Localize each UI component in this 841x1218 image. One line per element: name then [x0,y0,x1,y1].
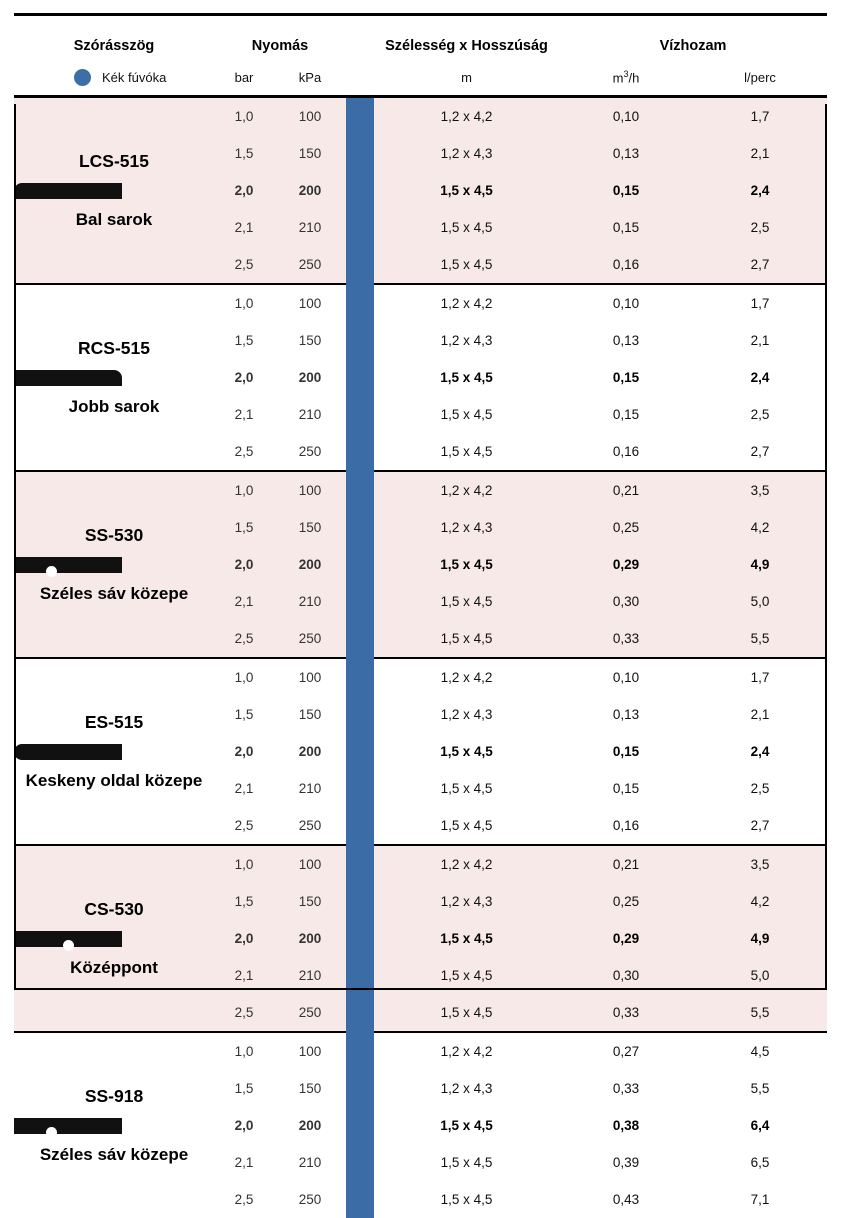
cell-pressure-kpa: 200 [298,1118,322,1133]
blue-band [346,285,374,470]
cell-pressure-kpa: 250 [274,994,346,1031]
cell-flow-m3h: 0,29 [559,546,693,583]
cell-flow-lpm: 1,7 [750,296,770,311]
cell-pressure-bar: 1,0 [214,472,274,509]
cell-pressure-kpa: 100 [274,846,346,883]
cell-pressure-bar: 2,5 [214,620,274,657]
cell-flow-lpm: 2,1 [693,135,827,172]
left-border [14,104,16,988]
nozzle-position-label: Széles sáv közepe [39,583,189,603]
cell-flow-lpm: 2,5 [750,781,770,796]
unit-meter: m [461,70,472,85]
nozzle-position-label: Középpont [70,957,158,977]
cell-pressure-kpa: 150 [298,1081,322,1096]
legend-label: Kék fúvóka [102,70,167,85]
cell-flow-lpm: 5,5 [693,620,827,657]
nozzle-block [14,659,214,844]
cell-pressure-bar: 2,1 [234,781,254,796]
pattern-wide-strip-icon [14,557,122,573]
cell-flow-m3h: 0,15 [612,744,640,759]
cell-flow-m3h: 0,10 [612,296,640,311]
cell-pressure-bar: 2,0 [234,744,254,759]
cell-flow-lpm: 5,5 [693,994,827,1031]
cell-pressure-bar: 1,5 [234,707,254,722]
cell-pressure-kpa: 200 [298,744,322,759]
cell-flow-lpm: 2,4 [693,172,827,209]
cell-width-length: 1,5 x 4,5 [374,957,559,994]
pattern-center-dot-icon [14,931,122,947]
cell-pressure-kpa: 210 [274,583,346,620]
cell-flow-m3h: 0,16 [612,444,640,459]
cell-pressure-kpa: 250 [274,620,346,657]
cell-pressure-bar: 1,0 [214,846,274,883]
cell-width-length: 1,5 x 4,5 [440,1192,493,1207]
header-blue-spacer-2 [346,65,374,95]
cell-pressure-bar: 1,0 [214,98,274,135]
cell-flow-lpm: 5,0 [693,957,827,994]
nozzle-position-label: Széles sáv közepe [39,1144,189,1164]
nozzle-block [14,1033,214,1218]
cell-pressure-bar: 2,1 [234,1155,254,1170]
cell-flow-m3h: 0,25 [559,883,693,920]
unit-liter-per-minute: l/perc [744,70,776,85]
cell-width-length: 1,5 x 4,5 [440,444,493,459]
cell-width-length: 1,2 x 4,3 [440,1081,493,1096]
cell-flow-m3h: 0,16 [612,818,640,833]
nozzle-position-label: Keskeny oldal közepe [25,770,203,790]
header-blue-spacer [346,26,374,65]
pattern-right-corner-icon [14,370,122,386]
cell-flow-m3h: 0,25 [559,509,693,546]
cell-flow-lpm: 4,5 [750,1044,770,1059]
cell-pressure-bar: 2,0 [214,546,274,583]
nozzle-model-name: LCS-515 [78,150,150,171]
cell-flow-m3h: 0,33 [559,620,693,657]
cell-flow-m3h: 0,15 [612,781,640,796]
cell-width-length: 1,2 x 4,2 [374,846,559,883]
nozzle-block [14,285,214,470]
cell-pressure-bar: 1,5 [214,509,274,546]
cell-flow-m3h: 0,15 [612,407,640,422]
cell-width-length: 1,2 x 4,2 [440,296,493,311]
table-row [14,285,827,322]
cell-flow-lpm: 4,2 [693,883,827,920]
cell-flow-lpm: 2,5 [693,209,827,246]
header-flow-rate: Vízhozam [659,38,727,54]
cell-flow-m3h: 0,29 [559,920,693,957]
cell-flow-lpm: 2,7 [750,818,770,833]
cell-pressure-bar: 2,0 [234,1118,254,1133]
cell-pressure-bar: 2,0 [234,370,254,385]
top-divider [14,13,827,16]
cell-pressure-bar: 2,5 [234,444,254,459]
header-units-row [14,65,827,95]
cell-pressure-bar: 1,5 [214,883,274,920]
right-border [825,104,827,988]
cell-width-length: 1,2 x 4,3 [374,883,559,920]
nozzle-block [14,98,214,283]
cell-pressure-bar: 1,0 [234,1044,254,1059]
cell-flow-lpm: 1,7 [693,98,827,135]
cell-width-length: 1,2 x 4,2 [374,98,559,135]
header-pressure: Nyomás [251,38,309,54]
cell-flow-lpm: 2,7 [750,444,770,459]
cell-flow-m3h: 0,27 [612,1044,640,1059]
cell-pressure-kpa: 210 [274,209,346,246]
cell-flow-m3h: 0,10 [612,670,640,685]
cell-pressure-kpa: 210 [298,407,322,422]
cell-width-length: 1,5 x 4,5 [440,818,493,833]
cell-width-length: 1,5 x 4,5 [374,172,559,209]
cell-width-length: 1,2 x 4,2 [374,472,559,509]
nozzle-block [14,846,214,1031]
table-row [14,659,827,696]
table-body [14,98,827,1218]
table-row [14,472,827,509]
nozzle-position-label: Jobb sarok [68,396,160,416]
cell-pressure-bar: 2,1 [214,583,274,620]
cell-width-length: 1,5 x 4,5 [440,781,493,796]
cell-flow-m3h: 0,30 [559,957,693,994]
cell-pressure-bar: 1,0 [234,670,254,685]
cell-width-length: 1,5 x 4,5 [374,209,559,246]
cell-pressure-bar: 2,0 [214,920,274,957]
cell-width-length: 1,5 x 4,5 [374,583,559,620]
cell-pressure-kpa: 200 [274,546,346,583]
cell-pressure-kpa: 210 [298,1155,322,1170]
header-width-length: Szélesség x Hosszúság [385,38,548,54]
blue-nozzle-dot-icon [74,69,91,86]
cell-pressure-kpa: 150 [274,883,346,920]
cell-pressure-bar: 2,5 [234,1192,254,1207]
pattern-left-corner-icon [14,183,122,199]
cell-width-length: 1,2 x 4,3 [440,707,493,722]
cell-flow-m3h: 0,43 [612,1192,640,1207]
cell-pressure-bar: 2,1 [214,209,274,246]
cell-flow-lpm: 3,5 [693,846,827,883]
blue-band [346,472,374,657]
header-group-row [14,26,827,65]
cell-pressure-kpa: 250 [298,1192,322,1207]
cell-width-length: 1,2 x 4,3 [440,333,493,348]
cell-flow-lpm: 2,1 [750,333,770,348]
cell-width-length: 1,5 x 4,5 [374,920,559,957]
nozzle-block [14,472,214,657]
cell-flow-m3h: 0,13 [612,333,640,348]
cell-flow-m3h: 0,39 [612,1155,640,1170]
cell-pressure-bar: 2,5 [234,818,254,833]
cell-pressure-bar: 2,5 [214,994,274,1031]
cell-flow-lpm: 6,5 [750,1155,770,1170]
cell-pressure-kpa: 100 [274,472,346,509]
cell-pressure-bar: 2,1 [214,957,274,994]
cell-pressure-bar: 1,5 [234,1081,254,1096]
cell-flow-lpm: 2,5 [750,407,770,422]
nozzle-position-label: Bal sarok [75,209,153,229]
table-row [14,1033,827,1070]
cell-width-length: 1,5 x 4,5 [440,370,493,385]
unit-bar: bar [234,70,254,85]
cell-flow-lpm: 4,9 [693,920,827,957]
cell-flow-m3h: 0,21 [559,472,693,509]
cell-pressure-kpa: 100 [298,670,322,685]
cell-flow-lpm: 6,4 [750,1118,770,1133]
blue-band [346,659,374,844]
cell-pressure-kpa: 200 [274,172,346,209]
cell-flow-m3h: 0,15 [612,370,640,385]
nozzle-model-name: SS-530 [84,524,144,545]
cell-flow-m3h: 0,15 [559,209,693,246]
nozzle-model-name: RCS-515 [78,337,150,358]
cell-flow-m3h: 0,16 [559,246,693,283]
pattern-end-strip-icon [14,744,122,760]
table-row [14,98,827,135]
cell-flow-lpm: 3,5 [693,472,827,509]
cell-width-length: 1,2 x 4,3 [374,509,559,546]
cell-pressure-bar: 2,1 [234,407,254,422]
cell-flow-m3h: 0,15 [559,172,693,209]
blue-band [346,98,374,283]
cell-width-length: 1,2 x 4,2 [440,1044,493,1059]
cell-pressure-kpa: 150 [298,707,322,722]
cell-pressure-kpa: 250 [298,818,322,833]
cell-pressure-kpa: 210 [298,781,322,796]
cell-width-length: 1,5 x 4,5 [440,1118,493,1133]
cell-flow-lpm: 2,4 [750,370,770,385]
nozzle-spec-table-wrapper [14,26,827,1218]
table-row [14,846,827,883]
cell-width-length: 1,2 x 4,3 [374,135,559,172]
cell-flow-m3h: 0,38 [612,1118,640,1133]
cell-pressure-kpa: 100 [274,98,346,135]
cell-flow-m3h: 0,30 [559,583,693,620]
cell-flow-m3h: 0,21 [559,846,693,883]
cell-flow-lpm: 7,1 [750,1192,770,1207]
cell-width-length: 1,5 x 4,5 [374,994,559,1031]
cell-width-length: 1,5 x 4,5 [440,744,493,759]
cell-width-length: 1,5 x 4,5 [374,246,559,283]
cell-flow-lpm: 2,1 [750,707,770,722]
cell-pressure-bar: 1,0 [234,296,254,311]
unit-kpa: kPa [298,70,322,85]
cell-width-length: 1,5 x 4,5 [374,620,559,657]
cell-pressure-kpa: 200 [274,920,346,957]
legend-blue-nozzle [14,65,214,95]
cell-pressure-kpa: 200 [298,370,322,385]
cell-flow-m3h: 0,13 [612,707,640,722]
unit-m3-per-hour: $m^3/h$ [612,69,640,86]
bottom-divider [14,988,827,990]
cell-flow-lpm: 5,0 [693,583,827,620]
cell-width-length: 1,5 x 4,5 [440,1155,493,1170]
cell-width-length: 1,5 x 4,5 [440,407,493,422]
cell-pressure-kpa: 210 [274,957,346,994]
cell-width-length: 1,2 x 4,2 [440,670,493,685]
cell-pressure-kpa: 150 [274,509,346,546]
cell-width-length: 1,5 x 4,5 [374,546,559,583]
cell-flow-m3h: 0,33 [612,1081,640,1096]
cell-flow-lpm: 5,5 [750,1081,770,1096]
cell-pressure-kpa: 100 [298,1044,322,1059]
blue-band [346,1033,374,1218]
cell-flow-m3h: 0,13 [559,135,693,172]
cell-flow-lpm: 4,9 [693,546,827,583]
cell-flow-lpm: 2,4 [750,744,770,759]
cell-flow-m3h: 0,10 [559,98,693,135]
cell-pressure-kpa: 250 [298,444,322,459]
cell-flow-lpm: 2,7 [693,246,827,283]
cell-pressure-bar: 2,5 [214,246,274,283]
nozzle-model-name: ES-515 [84,711,144,732]
pattern-wide-strip-icon [14,1118,122,1134]
nozzle-spec-table [14,26,827,1218]
cell-pressure-kpa: 250 [274,246,346,283]
cell-flow-lpm: 1,7 [750,670,770,685]
nozzle-model-name: CS-530 [84,898,144,919]
header-spray-angle: Szórásszög [73,38,155,54]
cell-pressure-bar: 1,5 [234,333,254,348]
cell-flow-lpm: 4,2 [693,509,827,546]
cell-pressure-bar: 1,5 [214,135,274,172]
cell-flow-m3h: 0,33 [559,994,693,1031]
cell-pressure-kpa: 150 [274,135,346,172]
cell-pressure-kpa: 150 [298,333,322,348]
cell-pressure-bar: 2,0 [214,172,274,209]
table-header [14,26,827,98]
cell-pressure-kpa: 100 [298,296,322,311]
blue-band [346,846,374,1031]
nozzle-model-name: SS-918 [84,1085,144,1106]
